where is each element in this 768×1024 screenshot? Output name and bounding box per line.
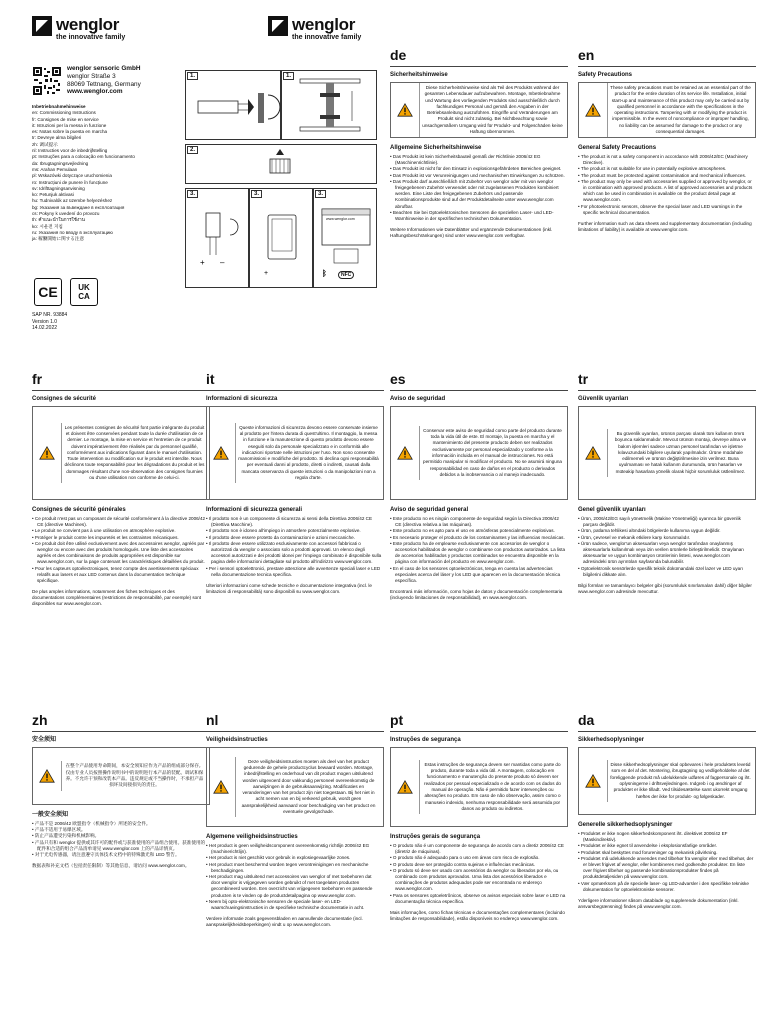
instruction-item: hu: Tudnivalók az üzembe helyezéshez [32, 198, 113, 204]
warning-box [390, 406, 568, 500]
instruction-item: pl: Wskazówki dotyczące uruchomienia [32, 173, 112, 179]
section-rule [390, 390, 568, 391]
warning-triangle-icon [391, 103, 419, 117]
list-item: • 防止产品遭受污染和机械影响。 [32, 833, 208, 839]
warning-triangle-icon [579, 103, 607, 117]
section-footer: Ulteriori informazioni come schede tecniche e documentazione integrativa (incl. le limitazioni di responsabilità) sono disponibili su www.wenglor.com. [206, 583, 372, 595]
language-code: nl [206, 712, 219, 728]
list-item: • Optoelektronik sensörlerde spesifik teknik dokümandaki özel lazer ve LED uyarı bilgilerini dikkate alın. [578, 566, 754, 578]
list-item: • Este producto no es apto para el uso en atmósferas potencialmente explosivas. [390, 528, 566, 534]
list-item: • Produktet må udelukkende anvendes med tilbehør fra wenglor eller med tilbehør, der er blevet frigivet af wenglor, eller kombineres med godkendte produkter. En liste over frigivet tilbehør og passende kombinationsprodukter findes på produktdetaljesiden på www.wenglor.com. [578, 856, 754, 881]
section-heading: Sicherheitshinweise [390, 72, 448, 78]
step-label: 1. [187, 72, 198, 80]
list-item: • Vær opmærksom på de specielle laser- og LED-advarsler i den specifikke tekniske dokumentation for optoelektroniske sensorer. [578, 881, 754, 893]
safety-list [578, 516, 754, 578]
instruction-item: ms: Arahan Pemulaan [32, 166, 78, 172]
warning-box [206, 406, 384, 500]
list-item: • Neem bij opto-elektronische sensoren de speciale laser- en LED-waarschuwingsinstructies in de specifieke technische documentatie in acht. [206, 899, 382, 911]
general-heading: General Safety Precautions [578, 145, 657, 151]
section-rule [390, 731, 568, 732]
list-item: • Het product mag uitsluitend met accessoires van wenglor of met toebehoren dat door wenglor is vrijgegeven worden gebruikt of met toegelaten producten gecombineerd worden. Een overzicht van vrijgegeven toebehoren en passende producten is te vinden op de productdetailpagina op www.wenglor.com. [206, 874, 382, 899]
language-code: zh [32, 712, 48, 728]
warning-box [32, 747, 210, 805]
section-heading: Güvenlik uyarıları [578, 396, 629, 402]
warning-text: Estas instruções de segurança devem ser mantidas como parte do produto, durante toda a vida útil. A montagem, colocação em funcionamento e manutenção do presente produto só devem ser realizados por pessoal especializado e de acordo com os dados do manual de operação. Não é permitido fazer intervenções ou alterações no produto. Em caso de não observação, assim como o manuseio indevido, nenhuma responsabilidade será assumida por danos ao produto ou indiretos. [419, 760, 567, 814]
section-rule [206, 731, 384, 732]
list-item: • 对于光电传感器，请注意遵守具体技术文档中的特殊激光和 LED 警告。 [32, 852, 208, 858]
section-header [390, 713, 568, 744]
instruction-item: tr: Devreye alma bilgileri [32, 135, 82, 141]
list-item: • Het product is geen veiligheidscomponent overeenkomstig richtlijn 2006/42 EG (machinerichtlijn). [206, 843, 382, 855]
brand-name: wenglor [292, 15, 356, 34]
list-item: • Il prodotto non è idoneo all'impiego in atmosfere potenzialmente esplosive. [206, 528, 382, 534]
list-item: • Het product moet beschermd worden tegen verontreinigingen en mechanische beschadigingen. [206, 862, 382, 874]
section-rule [206, 390, 384, 391]
diagram-step-3-c [313, 188, 377, 288]
section-footer: Further information such as data sheets and supplementary documentation (including limitations of liability) is available at www.wenglor.com. [578, 221, 752, 233]
list-item: • Per i sensori optoelettronici, prestare attenzione alle avvertenze speciali laser e LED nella documentazione tecnica specifica. [206, 566, 382, 578]
warning-triangle-icon [207, 446, 235, 460]
section-header [206, 713, 384, 744]
brand-tagline: the innovative family [56, 34, 126, 41]
instruction-item: bg: Указания за въвеждане в експлоатация [32, 204, 125, 210]
list-item: • O produto não é adequado para o uso em áreas com risco de explosão. [390, 855, 566, 861]
section-header [390, 372, 568, 403]
warning-box [206, 747, 384, 827]
company-address [67, 65, 141, 96]
list-item: • En el caso de los sensores optoelectrónicos, tenga en cuenta las advertencias especiales acerca del láser y los LED que aparecen en la documentación técnica específica. [390, 566, 566, 585]
section-header [206, 372, 384, 403]
warning-box [390, 82, 568, 138]
section-heading: Aviso de seguridad [390, 396, 446, 402]
instruction-item: ru: Указания по вводу в эксплуатацию [32, 229, 113, 235]
list-item: • The product is not suitable for use in potentially explosive atmospheres. [578, 166, 754, 172]
instruction-item: en: Commissioning Instructions [32, 110, 96, 116]
step-label: 1. [283, 72, 294, 80]
instruction-item: nl: Instructies voor de inbedrijfstelling [32, 148, 108, 154]
list-item: • Para os sensores optoeletrônicos, observe os avisos especiais sobre laser e LED na documentação técnica específica. [390, 893, 566, 905]
section-heading: Consignes de sécurité [32, 396, 97, 402]
general-heading: Informazioni di sicurezza generali [206, 507, 303, 513]
svg-text:+: + [200, 258, 205, 267]
list-item: • Produktet skal beskyttes mod forureninger og mekanisk påvirkning. [578, 850, 754, 856]
section-footer: De plus amples informations, notamment des fiches techniques et des documentations complémentaires (restrictions de responsabilité, par exemple) sont disponibles sur www.wenglor.com. [32, 589, 202, 607]
language-code: en [578, 47, 595, 63]
instructions-title: Inbetriebnahmehinweise [32, 104, 86, 109]
general-heading: Generelle sikkerhedsoplysninger [578, 822, 673, 828]
section-header [32, 713, 210, 744]
warning-text: 在整个产品使用寿命期间，本安全须知应作为产品的组成部分保存。仅由专业人员按照操作说明书中的说明进行本产品的装配、调试和保养。不允许干预和改装本产品。违反规定或不当操作时，不承担产品损坏及间接损失的责任。 [61, 761, 209, 790]
safety-list [578, 154, 754, 216]
section-footer: Yderligere informationer såsom datablade og supplerende dokumentation (inkl. ansvarsbegrænsning) findes på www.wenglor.com. [578, 898, 739, 910]
section-heading: 安全须知 [32, 737, 57, 743]
instruction-item: th: คำแนะนำในการใช้งาน [32, 217, 85, 223]
warning-triangle-icon [391, 446, 419, 460]
diagram-step-1-right [281, 70, 377, 140]
list-item: • Ürün, 2006/42/EG sayılı yönetmelik (Makine Yönetmeliği) uyarınca bir güvenlik parçası değildir. [578, 516, 754, 528]
section-rule [578, 390, 756, 391]
brand-name: wenglor [56, 15, 120, 34]
safety-list [390, 843, 566, 905]
warning-text: Deze veiligheidsinstructies moeten als deel van het product gedurende de gehele productcyclus bewaard worden. Montage, inbedrijfstelling en onderhoud van dit product mogen uitsluitend worden uitgevoerd door vakkundig personeel overeenkomstig de aanwijzingen in de gebruiksaanwijzing. Modificaties en veranderingen van het product zijn niet toegestaan. Bij het niet in acht nemen van en bij verkeerd gebruik, wordt geen aansprakelijkheid aanvaard voor beschadiging van het product en eventuele gevolgschade. [235, 757, 383, 818]
warning-text: These safety precautions must be retained as an essential part of the product for the entire duration of its service life. Installation, initial start-up and maintenance of this product may only be carried out by qualified personnel in accordance with the specifications in the operating instructions. Tampering with or modifying the product is impermissible. In the event of noncompliance or improper handling, no liability can be assumed for damage to the product or any consequential damages. [607, 83, 755, 137]
step-label: 3. [315, 190, 326, 198]
list-item: • Ce produit n'est pas un composant de sécurité conformément à la directive 2006/42 CE (directive Machines). [32, 516, 208, 528]
instruction-item: pt: Instruções para a colocação em funcionamento [32, 154, 135, 160]
instruction-item: fr: Consignes de mise en service [32, 116, 99, 122]
section-heading: Informazioni di sicurezza [206, 396, 278, 402]
list-item: • 产品只有和 wenglor 提供或其许可的配件或与获准使用的产品组合使用。获准使用的配件和合适的组合产品清单请见 www.wenglor.com 上的产品详情页。 [32, 840, 208, 852]
diagram-step-1-left [185, 70, 281, 140]
list-item: • Protéger le produit contre les impuretés et les contraintes mécaniques. [32, 535, 208, 541]
version: Version 1.0 [32, 318, 58, 325]
list-item: • Ürün sadece, wenglor'un aksesuarları veya wenglor tarafından onaylanmış aksesuarlarla kullanılmalı veya izin verilen ürünlerle birleştirilmelidir. Onaylanan aksesuarlar ve uygun kombinasyon ürünlerinin listesi, www.wenglor.com adresindeki ürün ayrıntıları sayfasında bulunabilir. [578, 541, 754, 566]
general-heading: 一般安全须知 [32, 812, 69, 818]
list-item: • Produktet er ikke nogen sikkerhedskomponent iht. direktivet 2006/42 EF (Maskindirektiv). [578, 831, 754, 843]
list-item: • 产品不适用于易爆区域。 [32, 827, 208, 833]
section-header [578, 48, 756, 79]
section-heading: Sikkerhedsoplysninger [578, 737, 645, 743]
safety-list [390, 516, 566, 584]
instruction-item: zh: 调试提示 [32, 141, 58, 147]
list-item: • O produto só deve ser usado com acessórios da wenglor ou liberados por ela, ou combinado com produtos aprovados. Uma lista dos acessórios liberados e combinações de produtos adequados pode ser encontrada no endereço www.wenglor.com. [390, 868, 566, 893]
ce-mark [34, 278, 62, 306]
section-heading: Veiligheidsinstructies [206, 737, 268, 743]
warning-text: Disse sikkerhedsoplysninger skal opbevares i hele produktets levetid som en del af det. Montering, ibrugtagning og vedligeholdelse af det foreliggende produkt må udelukkende udføres af fagpersonale og iht. oplysningerne i driftsvejledningen. Indgreb i og ændringer af produktet er ikke tilladt. Ved tilsidesættelse samt ukorrekt omgang hæftes der ikke for produkt- og følgeskader. [607, 760, 755, 802]
list-item: • The product may only be used with accessories supplied or approved by wenglor, or in combination with approved products. A list of approved accessories and products which can be used in combination is available on the product detail page at www.wenglor.com. [578, 179, 754, 204]
language-code: pt [390, 712, 404, 728]
step-label: 3. [251, 190, 262, 198]
list-item: • Het product is niet geschikt voor gebruik in explosiegevaarlijke zones. [206, 855, 382, 861]
list-item: • Ce produit doit être utilisé exclusivement avec des accessoires wenglor, agréés par wenglor ou encore avec des produits homologués. Une liste des accessoires agréés et des combinaisons de produits appropriées est disponible sur www.wenglor.com, sur la page contenant les caractéristiques détaillées du produit. [32, 541, 208, 566]
section-footer: Mais informações, como fichas técnicas e documentações complementares (incluindo limitações de responsabilidade), estão disponíveis no endereço www.wenglor.com. [390, 910, 565, 922]
language-code: tr [578, 371, 589, 387]
instruction-item: ro: Instrucțiuni de punere în funcțiune [32, 179, 108, 185]
list-item: • Il prodotto deve essere utilizzato esclusivamente con accessori fabbricati o autorizzati da wenglor o associato solo a prodotti approvati. Un elenco degli accessori autorizzati e dei prodotti idonei per l'impiego combinato è disponibile sulla pagina delle informazioni dettagliate sul prodotto all'indirizzo www.wenglor.com. [206, 541, 382, 566]
ce-mark-text: CE [38, 284, 58, 300]
instructions-list [32, 104, 177, 243]
list-item: • 产品不是 2006/42 欧盟指令（机械指令）所述的安全件。 [32, 821, 208, 827]
ukca-mark [70, 278, 98, 306]
instruction-item: it: Istruzioni per la messa in funzione [32, 122, 107, 128]
nfc-icon [338, 271, 354, 279]
list-item: • Beachten Sie bei Optoelektronischen Sensoren die speziellen Laser- und LED-Warnhinweise in der spezifischen technischen Dokumentation. [390, 210, 566, 222]
list-item: • Das Produkt ist nicht für den Einsatz in explosionsgefährdeten Bereichen geeignet. [390, 166, 566, 172]
safety-list [206, 516, 382, 578]
warning-text: Queste informazioni di sicurezza devono essere conservate insieme al prodotto per l'intera durata di quest'ultimo. Il montaggio, la messa in funzione e la manutenzione di questo prodotto devono essere eseguiti solo da personale specializzato e in conformità alle indicazioni riportate nelle istruzioni per l'uso. Non sono consentite manomissioni e modifiche del prodotto. Si declina ogni responsabilità per eventuali danni al prodotto, diretti o indiretti, causati dalla mancata osservanza di queste istruzioni o da manipolazioni non a regola d'arte. [235, 423, 383, 484]
list-item: • Ürün, çevresel ve mekanik etkilere karşı korunmalıdır. [578, 535, 754, 541]
warning-text: Bu güvenlik uyarıları, ürünün parçası olarak tüm kullanım ömrü boyunca saklanmalıdır. Mevcut ürünün montajı, devreye alma ve bakım işlemleri sadece uzman personel tarafından ve işletme kılavuzundaki bilgilere uyularak yapılmalıdır. Ürüne müdahale edilmemeli ve ürünün değiştirilmesine izin verilmez. Buna uyulmaması ve hatalı kullanım durumunda, ürün hasarları ve müteakip hasarlara yönelik olarak hiçbir sorumluluk üstlenilmez. [607, 429, 755, 477]
instruction-item: sv: Idrifttagningsanvisning [32, 185, 85, 191]
list-item: • Este producto ha de emplearse exclusivamente con accesorios de wenglor o accesorios habilitados de wenglor o combinarse con productos autorizados. La lista de accesorios habilitados y productos combinados se encuentra disponible en la página con información del producto en www.wenglor.com. [390, 541, 566, 566]
language-code: es [390, 371, 406, 387]
language-code: da [578, 712, 595, 728]
company-name: wenglor sensoric GmbH [67, 65, 141, 72]
instruction-item: ko: Petunjuk aktivasi [32, 192, 74, 198]
warning-triangle-icon [391, 780, 419, 794]
svg-text:+: + [264, 270, 269, 277]
diagram-step-3-a [185, 188, 249, 288]
list-item: • The product is not a safety component in accordance with 2006/42/EC (Machinery Directive). [578, 154, 754, 166]
wenglor-logo-right [268, 16, 361, 42]
instruction-item: cs: Pokyny k uvedení do provozu [32, 211, 100, 217]
section-rule [390, 66, 568, 67]
list-item: • Das Produkt darf ausschließlich mit Zubehör von wenglor oder mit von wenglor freigegebenem Zubehör verwendet oder mit zugelassenen Produkten kombiniert werden. Eine Liste des freigegebenen Zubehörs und passende Kombinationsprodukte sind auf der Produktdetailseite unter www.wenglor.com abrufbar. [390, 179, 566, 210]
section-rule [578, 731, 756, 732]
warning-triangle-icon [579, 774, 607, 788]
safety-list [32, 821, 208, 858]
general-heading: Consignes de sécurité générales [32, 507, 126, 513]
instruction-item: da: Ibrugtagningsvejledning [32, 160, 89, 166]
list-item: • Il prodotto deve essere protetto da contaminazioni e azioni meccaniche. [206, 535, 382, 541]
wenglor-logo-left [32, 16, 125, 42]
instruction-item: ja: 稼働開始に関する注意 [32, 236, 85, 242]
section-footer: Verdere informatie zoals gegevensbladen en aanvullende documentatie (incl. aansprakelijkheidsbeperkingen) vindt u op www.wenglor.com. [206, 916, 363, 928]
warning-triangle-icon [33, 446, 61, 460]
safety-list [206, 843, 382, 911]
safety-list [578, 831, 754, 893]
warning-triangle-icon [207, 780, 235, 794]
section-heading: Safety Precautions [578, 72, 633, 78]
list-item: • Il prodotto non è un componente di sicurezza ai sensi della Direttiva 2006/42 CE (Direttiva Macchine). [206, 516, 382, 528]
warning-triangle-icon [33, 769, 61, 783]
safety-list [390, 154, 566, 222]
nfc-label: NFC [341, 272, 352, 278]
general-heading: Genel güvenlik uyarıları [578, 507, 646, 513]
list-item: • O produto deve ser protegido contra sujeiras e influências mecânicas. [390, 862, 566, 868]
list-item: • Das Produkt ist kein Sicherheitsbauteil gemäß der Richtlinie 2006/42 EG (Maschinenrichtlinie). [390, 154, 566, 166]
brand-tagline: the innovative family [292, 34, 362, 41]
section-header [390, 48, 568, 79]
general-heading: Instruções gerais de segurança [390, 834, 481, 840]
wenglor-mark-icon [32, 16, 52, 36]
sap-number: SAP NR. 93884 [32, 312, 68, 318]
general-heading: Allgemeine Sicherheitshinweise [390, 145, 482, 151]
section-heading: Instruções de segurança [390, 737, 461, 743]
warning-box [578, 82, 756, 138]
diagram-step-2 [185, 144, 377, 184]
diagram-url: www.wenglor.com [326, 217, 355, 221]
list-item: • O produto não é um componente de segurança de acordo com a diretiz 2006/42 CE (diretriz de máquinas). [390, 843, 566, 855]
diagram-step-3-b [249, 188, 313, 288]
list-item: • Es necesario proteger el producto de los contaminantes y las influencias mecánicas. [390, 535, 566, 541]
instruction-item: ko: 시운전 지침 [32, 223, 63, 229]
language-code: fr [32, 371, 43, 387]
step-label: 2. [187, 146, 198, 154]
list-item: • Das Produkt ist vor Verunreinigungen und mechanischen Einwirkungen zu schützen. [390, 173, 566, 179]
warning-box [578, 747, 756, 815]
warning-box [390, 747, 568, 827]
company-city: 88069 Tettnang, Germany [67, 80, 141, 88]
warning-box [32, 406, 210, 500]
company-web: www.wenglor.com [67, 88, 123, 96]
section-header [32, 372, 210, 403]
list-item: • Pour les capteurs optoélectroniques, tenez compte des avertissements spéciaux relatifs aux lasers et aux LED contenus dans la documentation technique spécifique. [32, 566, 208, 585]
safety-list [32, 516, 208, 584]
list-item: • For photoelectronic sensors, observe the special laser and LED warnings in the specific technical documentation. [578, 204, 754, 216]
warning-text: Diese Sicherheitshinweise sind als Teil des Produkts während der gesamten Lebensdauer aufzubewahren. Montage, Inbetriebnahme und Wartung des vorliegenden Produkts sind ausschließlich durch fachkundiges Personal und gemäß den Angaben in der Betriebsanleitung auszuführen. Eingriffe und Veränderungen am Produkt sind nicht zulässig. Bei Nichtbeachtung sowie unsachgemäßem Umgang wird für Produkt- und Folgeschäden keine Haftung übernommen. [419, 83, 567, 137]
warning-text: Les présentes consignes de sécurité font partie intégrante du produit et doivent être conservées pendant toute la durée d'utilisation de ce dernier. Le montage, la mise en service et l'entretien de ce produit doivent impérativement être réalisés par du personnel qualifié, conformément aux indications figurant dans le manuel d'utilisation. Toute intervention ou modification sur le produit est interdite. Nous déclinons toute responsabilité pour les dégradations du produit et les dommages résultant d'une non-observation des consignes fournies ou d'une utilisation non conforme de celui-ci. [61, 423, 209, 484]
section-footer: Encontrará más información, como hojas de datos y documentación complementaria (incluyendo limitaciones de responsabilidad), en www.wenglor.com. [390, 589, 563, 601]
warning-box [578, 406, 756, 500]
language-code: de [390, 47, 407, 63]
section-footer: Bilgi formları ve tamamlayıcı belgeler gibi (sorumluluk sınırlamaları dahil) diğer bilgiler www.wenglor.com adresinde mevcuttur. [578, 583, 752, 595]
section-header [578, 713, 756, 744]
language-code: it [206, 371, 215, 387]
step-label: 3. [187, 190, 198, 198]
section-footer: Weitere Informationen wie Datenblätter und ergänzende Dokumentationen (inkl. Haftungsbeschränkungen) sind unter www.wenglor.com verfügbar. [390, 227, 553, 239]
svg-text:–: – [220, 258, 225, 267]
warning-triangle-icon [579, 446, 607, 460]
warning-text: Conservar este aviso de seguridad como parte del producto durante toda la vida útil de este. El montaje, la puesta en marcha y el mantenimiento del presente producto deben ser realizados exclusivamente por personal especializado y conforme a la información incluida en el manual de instrucciones. No está permitido manipular ni modificar el producto. No se asumirá ninguna responsabilidad en caso de daños en el producto o derivados debidos a la inobservancia o al manejo inadecuado. [419, 426, 567, 480]
section-rule [32, 390, 210, 391]
section-footer: 数据表和补充文档（包括责任限制）等其他信息，请访问 www.wenglor.com。 [32, 863, 190, 868]
date: 14.02.2022 [32, 325, 58, 331]
wenglor-mark-icon [268, 16, 288, 36]
list-item: • The product must be protected against contamination and mechanical influences. [578, 173, 754, 179]
instruction-item: es: Notas sobre la puesta en marcha [32, 129, 108, 135]
list-item: • Produktet er ikke egnet til anvendelse i eksplosionsfarlige områder. [578, 843, 754, 849]
qr-code-icon [32, 66, 62, 96]
document-meta [32, 312, 67, 332]
company-street: wenglor Straße 3 [67, 72, 116, 80]
general-heading: Algemene veiligheidsinstructies [206, 834, 298, 840]
section-rule [32, 731, 210, 732]
ukca-mark-text: UK CA [78, 283, 90, 301]
section-rule [578, 66, 756, 67]
bluetooth-icon: ᛒ [322, 269, 327, 278]
list-item: • Ürün, patlama tehlikesi altındaki bölgelerde kullanıma uygun değildir. [578, 528, 754, 534]
section-header [578, 372, 756, 403]
general-heading: Aviso de seguridad general [390, 507, 469, 513]
list-item: • Le produit ne convient pas à une utilisation en atmosphère explosive. [32, 528, 208, 534]
list-item: • Este producto no es ningún componente de seguridad según la Directiva 2006/42 CE (directiva relativa a las máquinas). [390, 516, 566, 528]
